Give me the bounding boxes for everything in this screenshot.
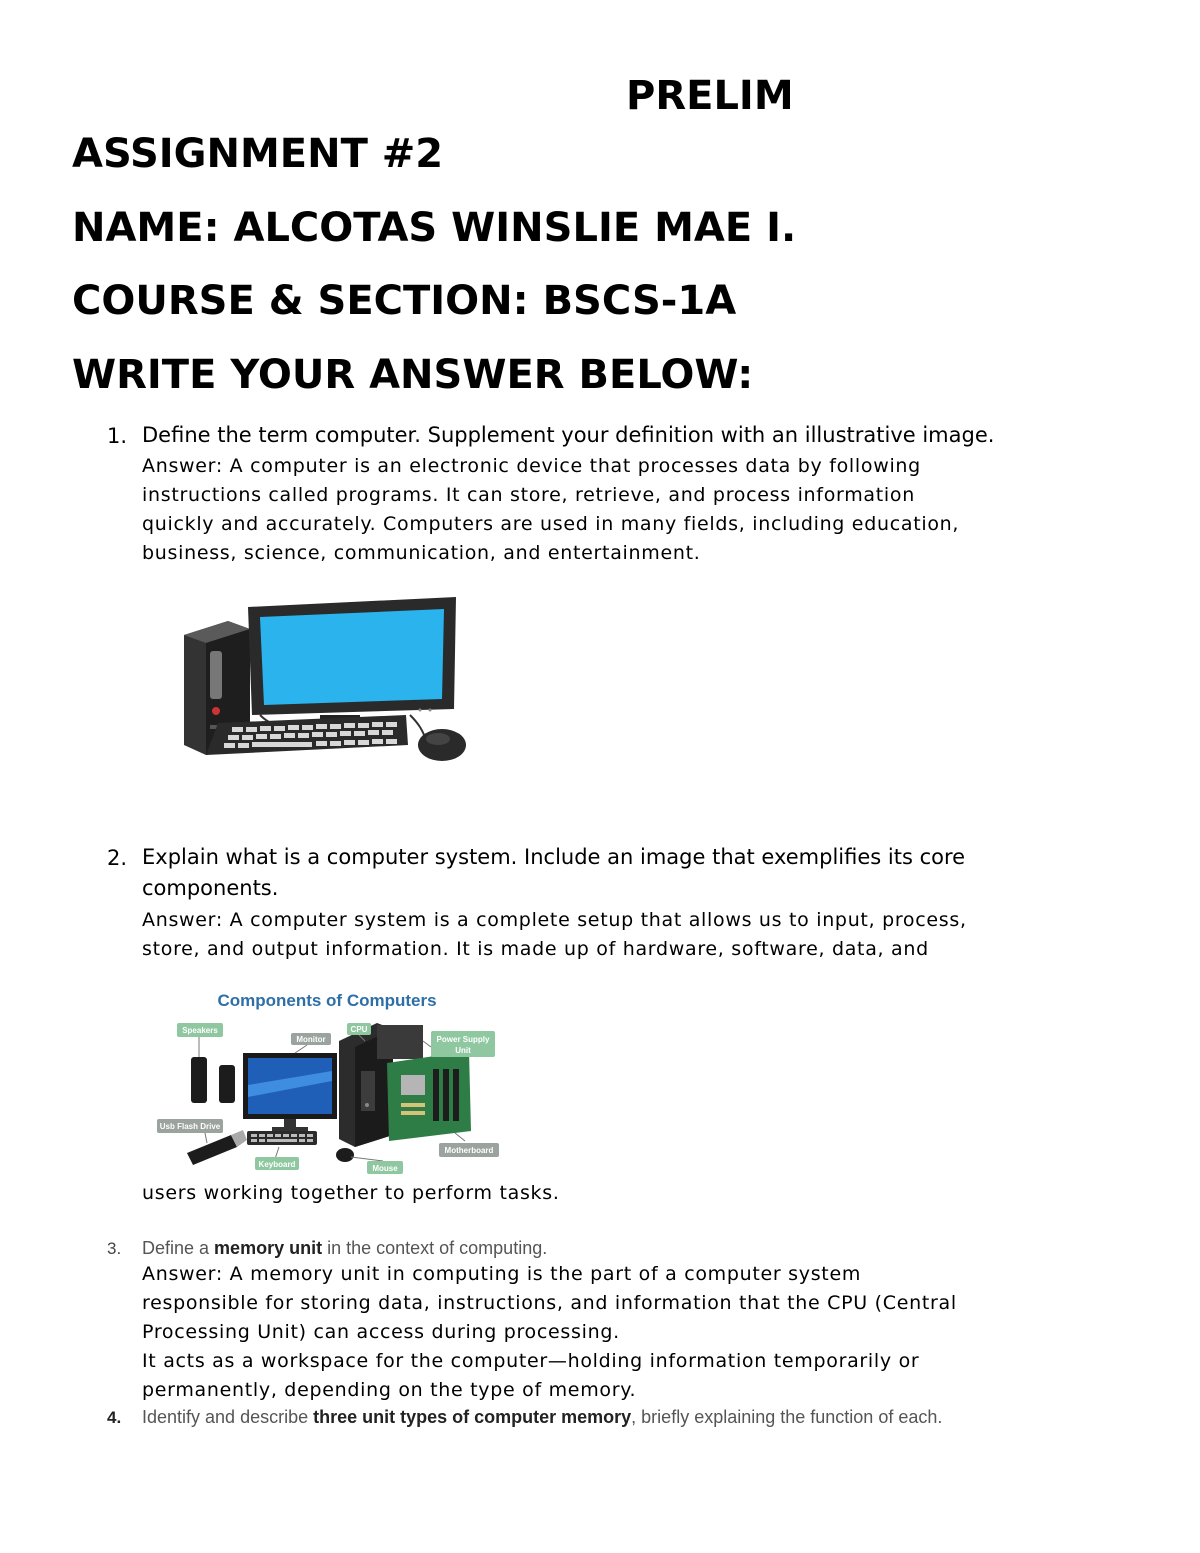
q3-answer-line: responsible for storing data, instructions, and information that the CPU (Central [142, 1292, 957, 1314]
q4-question-bold: three unit types of computer memory [313, 1407, 632, 1427]
q1-question: Define the term computer. Supplement your definition with an illustrative image. [142, 423, 995, 447]
q1-answer-line: business, science, communication, and entertainment. [142, 542, 701, 564]
q3-answer-line: Processing Unit) can access during processing. [142, 1321, 620, 1343]
computer-illustration [170, 585, 500, 780]
label-monitor: Monitor [296, 1035, 326, 1044]
figure-title: Components of Computers [217, 991, 437, 1010]
q4-question [142, 1405, 942, 1429]
q2-question-line: components. [142, 876, 279, 900]
label-usb-drive: Usb Flash Drive [159, 1122, 221, 1131]
q3-answer-line: Answer: A memory unit in computing is the part of a computer system [142, 1263, 862, 1285]
q4-number: 4. [107, 1408, 122, 1427]
q3-question-post: in the context of computing. [322, 1238, 548, 1258]
assignment-heading: ASSIGNMENT #2 [72, 131, 444, 177]
q4-question-pre: Identify and describe [142, 1407, 314, 1427]
q3-answer-line: It acts as a workspace for the computer—holding information temporarily or [142, 1350, 920, 1372]
q1-answer-line: Answer: A computer is an electronic device that processes data by following [142, 455, 921, 477]
q2-answer-line: Answer: A computer system is a complete setup that allows us to input, process, [142, 909, 967, 931]
q2-answer-continued: users working together to perform tasks. [142, 1182, 560, 1204]
motherboard-icon [387, 1051, 471, 1141]
q3-answer [142, 1260, 957, 1405]
label-mouse: Mouse [372, 1164, 398, 1173]
q3-answer-line: permanently, depending on the type of memory. [142, 1379, 637, 1401]
q3-number: 3. [107, 1239, 122, 1258]
label-speakers: Speakers [182, 1026, 218, 1035]
instruction-heading: WRITE YOUR ANSWER BELOW: [72, 352, 754, 398]
keyboard-icon [247, 1131, 317, 1145]
q3-question [142, 1236, 547, 1260]
q2-answer [142, 906, 967, 964]
q3-question-pre: Define a [142, 1238, 215, 1258]
q4-question-post: , briefly explaining the function of each. [631, 1407, 943, 1427]
q2-answer-line: store, and output information. It is made up of hardware, software, data, and [142, 938, 929, 960]
label-power-supply-unit: Unit [455, 1046, 471, 1055]
label-cpu: CPU [350, 1025, 368, 1034]
q2-number: 2. [107, 846, 128, 870]
q1-answer-line: quickly and accurately. Computers are used in many fields, including education, [142, 513, 960, 535]
speaker-icon [219, 1065, 235, 1103]
power-supply-icon [377, 1025, 423, 1059]
label-motherboard: Motherboard [444, 1146, 494, 1155]
q3-question-bold: memory unit [214, 1238, 323, 1258]
q1-number: 1. [107, 424, 128, 448]
mouse-icon [418, 729, 466, 761]
prelim-heading: PRELIM [626, 73, 794, 119]
usb-drive-icon [187, 1130, 247, 1165]
label-keyboard: Keyboard [258, 1160, 296, 1169]
label-power-supply: Power Supply [436, 1035, 490, 1044]
q2-question-line: Explain what is a computer system. Include an image that exemplifies its core [142, 845, 966, 869]
monitor-icon [243, 1053, 337, 1131]
mouse-icon [336, 1148, 354, 1162]
name-heading: NAME: ALCOTAS WINSLIE MAE I. [72, 205, 797, 251]
q1-answer [142, 452, 959, 568]
course-heading: COURSE & SECTION: BSCS-1A [72, 278, 737, 324]
q1-answer-line: instructions called programs. It can store, retrieve, and process information [142, 484, 915, 506]
computer-components-figure [155, 985, 505, 1180]
q2-question [142, 842, 965, 904]
speaker-icon [191, 1057, 207, 1103]
